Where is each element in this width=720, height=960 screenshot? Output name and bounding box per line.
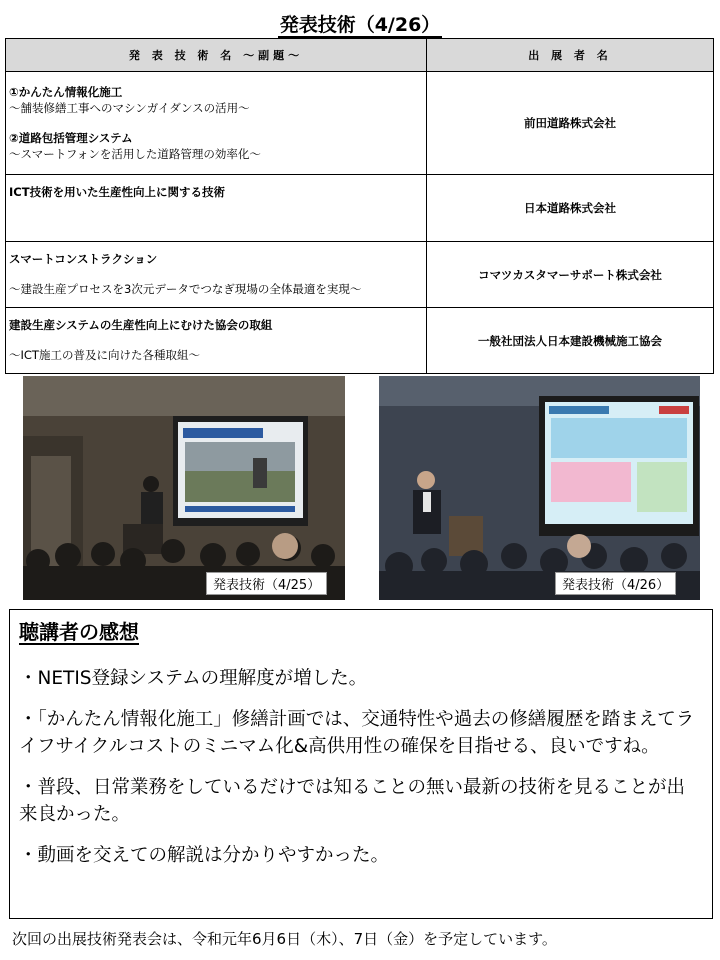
impression-item: ・「かんたん情報化施工」修繕計画では、交通特性や過去の修繕履歴を踏まえてライフサイクルコストのミニマム化&高供用性の確保を目指せる、良いですね。 [19,709,695,757]
photo-caption: 発表技術（4/25） [206,572,327,595]
table-header-row [6,39,714,72]
technology-table [5,38,714,374]
impressions-heading: 聴講者の感想 [19,620,139,644]
tech-cell [6,72,427,175]
tech-cell [6,308,427,374]
photo-caption: 発表技術（4/26） [555,572,676,595]
tech-title: ①かんたん情報化施工 [9,85,123,99]
tech-title: スマートコンストラクション [9,252,158,266]
tech-title: ICT技術を用いた生産性向上に関する技術 [9,185,226,199]
tech-title: ②道路包括管理システム [9,131,133,145]
impression-item: ・動画を交えての解説は分かりやすかった。 [19,845,390,866]
table-row [6,175,714,242]
tech-subtitle: ～ICT施工の普及に向けた各種取組～ [9,348,200,362]
exhibitor-cell: コマツカスタマーサポート株式会社 [427,242,714,308]
tech-subtitle: ～建設生産プロセスを3次元データでつなぎ現場の全体最適を実現～ [9,282,362,296]
next-event-note: 次回の出展技術発表会は、令和元年6月6日（木）、7日（金）を予定しています。 [12,930,557,948]
page-title: 発表技術（4/26） [279,14,441,36]
exhibitor-cell: 日本道路株式会社 [427,175,714,242]
tech-subtitle: ～スマートフォンを活用した道路管理の効率化～ [9,147,261,161]
header-tech-name: 発 表 技 術 名 ～副題～ [6,39,427,72]
table-row [6,308,714,374]
impression-item: ・NETIS登録システムの理解度が増した。 [19,668,368,689]
table-row [6,242,714,308]
tech-subtitle: ～舗装修繕工事へのマシンガイダンスの活用～ [9,101,250,115]
tech-cell [6,242,427,308]
table-row [6,72,714,175]
photo-presentation-0425 [23,376,345,600]
impressions-box [9,609,713,919]
tech-title: 建設生産システムの生産性向上にむけた協会の取組 [9,318,273,332]
photo-presentation-0426 [379,376,700,600]
exhibitor-cell: 一般社団法人日本建設機械施工協会 [427,308,714,374]
header-exhibitor: 出 展 者 名 [427,39,714,72]
exhibitor-cell: 前田道路株式会社 [427,72,714,175]
impression-item: ・普段、日常業務をしているだけでは知ることの無い最新の技術を見ることが出来良かった。 [19,777,686,825]
tech-cell [6,175,427,242]
